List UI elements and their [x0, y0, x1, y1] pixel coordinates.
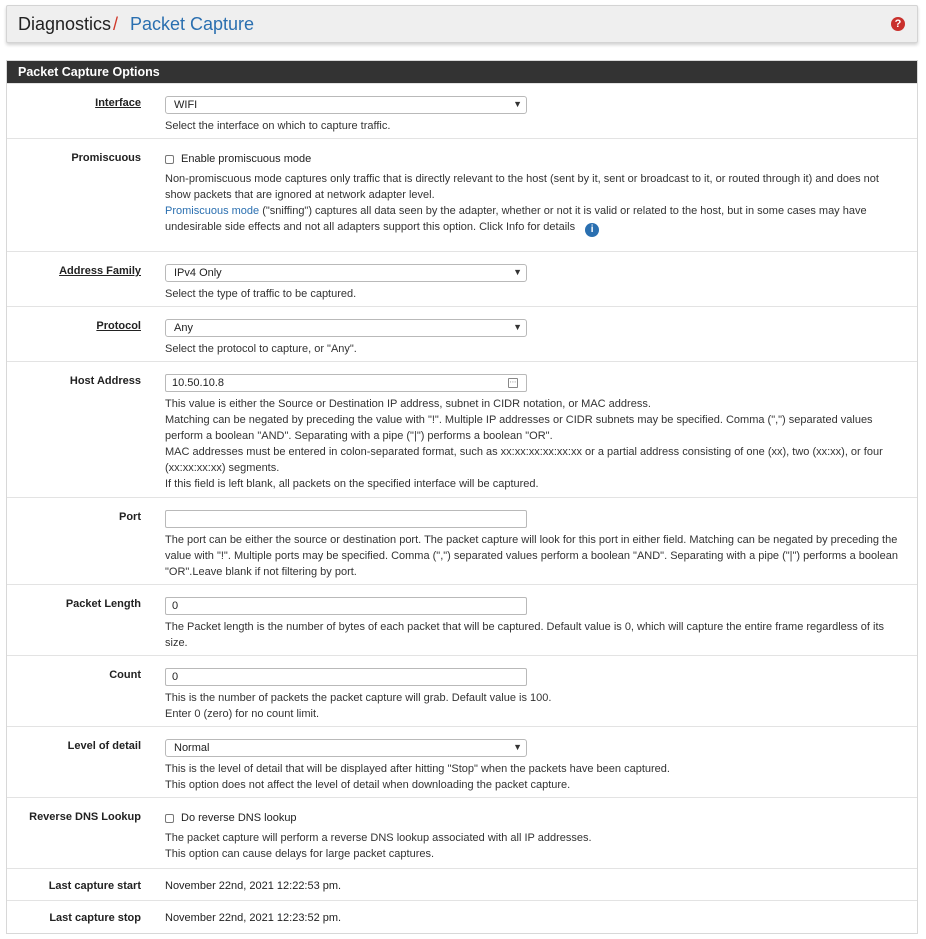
promiscuous-help-2-text: ("sniffing") captures all data seen by the adapter, whether or not it is valid or related to the host, but in some cases may have undesirable side effects and not all adapters support this option. Click Info for details — [165, 205, 867, 233]
page-title[interactable]: Packet Capture — [130, 14, 255, 34]
row-promiscuous — [7, 138, 917, 251]
chevron-down-icon: ▼ — [513, 267, 522, 277]
packet-length-help: The Packet length is the number of bytes of each packet that will be captured. Default value is 0, which will capture the entire frame regardless of its size. — [165, 621, 885, 649]
row-host-address — [7, 361, 917, 497]
level-of-detail-help-2: This option does not affect the level of detail when downloading the packet capture. — [165, 779, 571, 791]
packet-capture-options-panel — [6, 60, 918, 934]
level-of-detail-help-1: This is the level of detail that will be displayed after hitting "Stop" when the packets have been captured. — [165, 763, 670, 775]
chevron-down-icon: ▼ — [513, 742, 522, 752]
breadcrumb-root-label: Diagnostics — [18, 14, 112, 34]
interface-label[interactable]: Interface — [95, 97, 141, 109]
promiscuous-checkbox[interactable] — [165, 155, 174, 164]
last-capture-start-control — [165, 880, 905, 892]
last-capture-stop-value: November 22nd, 2021 12:23:52 pm. — [165, 912, 342, 924]
host-address-label: Host Address — [69, 375, 141, 387]
host-address-control — [165, 374, 905, 492]
row-address-family — [7, 251, 917, 306]
level-of-detail-label: Level of detail — [67, 740, 141, 752]
chevron-down-icon: ▼ — [513, 322, 522, 332]
promiscuous-control — [165, 151, 905, 237]
last-capture-start-label: Last capture start — [48, 880, 141, 892]
host-address-help-1: This value is either the Source or Destination IP address, subnet in CIDR notation, or MAC address. — [165, 398, 651, 410]
reverse-dns-label: Reverse DNS Lookup — [29, 811, 141, 823]
port-control — [165, 510, 905, 580]
count-control — [165, 668, 905, 722]
count-help — [165, 690, 905, 722]
reverse-dns-control — [165, 810, 905, 862]
row-interface — [7, 83, 917, 138]
protocol-help: Select the protocol to capture, or "Any". — [165, 343, 357, 355]
address-family-help: Select the type of traffic to be captured. — [165, 288, 357, 300]
address-family-control — [165, 264, 905, 302]
promiscuous-mode-link[interactable]: Promiscuous mode — [165, 205, 260, 217]
protocol-value: Any — [174, 322, 193, 334]
reverse-dns-help — [165, 830, 905, 862]
breadcrumb-diagnostics[interactable] — [18, 14, 118, 35]
count-help-1: This is the number of packets the packet capture will grab. Default value is 100. — [165, 692, 552, 704]
page-header — [6, 5, 918, 43]
reverse-dns-help-2: This option can cause delays for large packet captures. — [165, 848, 435, 860]
address-family-value: IPv4 Only — [174, 267, 222, 279]
count-value: 0 — [172, 671, 179, 683]
breadcrumb-separator: / — [113, 14, 119, 34]
host-address-help-3: MAC addresses must be entered in colon-separated format, such as xx:xx:xx:xx:xx:xx or a partial address consisting of one (xx), two (xx:xx), or four (xx:xx:xx:xx) segments. — [165, 446, 883, 474]
protocol-label[interactable]: Protocol — [96, 320, 141, 332]
protocol-control — [165, 319, 905, 357]
address-family-select[interactable] — [165, 264, 527, 282]
promiscuous-help-1: Non-promiscuous mode captures only traffic that is directly relevant to the host (sent by it, sent or broadcast to it, or routed through it) and does not show packets that are ignored at network adapter level. — [165, 173, 879, 201]
chevron-down-icon: ▼ — [513, 99, 522, 109]
reverse-dns-checkbox-label[interactable]: Do reverse DNS lookup — [181, 812, 297, 824]
level-of-detail-control — [165, 739, 905, 793]
count-input[interactable] — [165, 668, 527, 686]
keyboard-icon[interactable]: ⋯ — [509, 379, 517, 386]
packet-length-value: 0 — [172, 600, 179, 612]
row-last-capture-start — [7, 868, 917, 900]
row-count — [7, 655, 917, 726]
promiscuous-checkbox-label[interactable]: Enable promiscuous mode — [181, 153, 312, 165]
interface-control — [165, 96, 905, 134]
address-family-label[interactable]: Address Family — [59, 265, 141, 277]
host-address-value: 10.50.10.8 — [172, 377, 224, 389]
host-address-input[interactable] — [165, 374, 527, 392]
port-input[interactable] — [165, 510, 527, 528]
reverse-dns-help-1: The packet capture will perform a reverse DNS lookup associated with all IP addresses. — [165, 832, 592, 844]
row-reverse-dns — [7, 797, 917, 868]
packet-length-input[interactable] — [165, 597, 527, 615]
row-port — [7, 497, 917, 584]
port-help: The port can be either the source or destination port. The packet capture will look for this port in either field. Matching can be negated by preceding the value with "!". Multiple ports may be specified. Comma (",") separated values perform a boolean "AND". Separating with a pipe ("|") performs a boolean "OR".Leave blank if not filtering by port. — [165, 534, 898, 578]
host-address-help — [165, 396, 905, 492]
info-icon[interactable]: i — [585, 223, 599, 237]
row-level-of-detail — [7, 726, 917, 797]
promiscuous-help-2 — [165, 203, 905, 237]
packet-length-control — [165, 597, 905, 651]
interface-value: WIFI — [174, 99, 198, 111]
level-of-detail-select[interactable] — [165, 739, 527, 757]
promiscuous-label: Promiscuous — [71, 152, 141, 164]
count-help-2: Enter 0 (zero) for no count limit. — [165, 708, 320, 720]
last-capture-start-value: November 22nd, 2021 12:22:53 pm. — [165, 880, 342, 892]
interface-select[interactable] — [165, 96, 527, 114]
row-protocol — [7, 306, 917, 361]
last-capture-stop-label: Last capture stop — [49, 912, 141, 924]
last-capture-stop-control — [165, 912, 905, 924]
reverse-dns-checkbox[interactable] — [165, 814, 174, 823]
row-last-capture-stop — [7, 900, 917, 932]
protocol-select[interactable] — [165, 319, 527, 337]
level-of-detail-help — [165, 761, 905, 793]
packet-length-label: Packet Length — [65, 598, 141, 610]
interface-help: Select the interface on which to capture traffic. — [165, 120, 391, 132]
help-icon[interactable]: ? — [891, 17, 905, 31]
promiscuous-help — [165, 171, 905, 237]
level-of-detail-value: Normal — [174, 742, 210, 754]
port-label: Port — [119, 511, 141, 523]
row-packet-length — [7, 584, 917, 655]
panel-title: Packet Capture Options — [7, 61, 917, 83]
host-address-help-2: Matching can be negated by preceding the value with "!". Multiple IP addresses or CIDR subnets may be specified. Comma (",") separated values perform a boolean "AND". Separating with a pipe ("|") performs a boolean "OR". — [165, 414, 873, 442]
count-label: Count — [109, 669, 141, 681]
host-address-help-4: If this field is left blank, all packets on the specified interface will be captured. — [165, 478, 539, 490]
